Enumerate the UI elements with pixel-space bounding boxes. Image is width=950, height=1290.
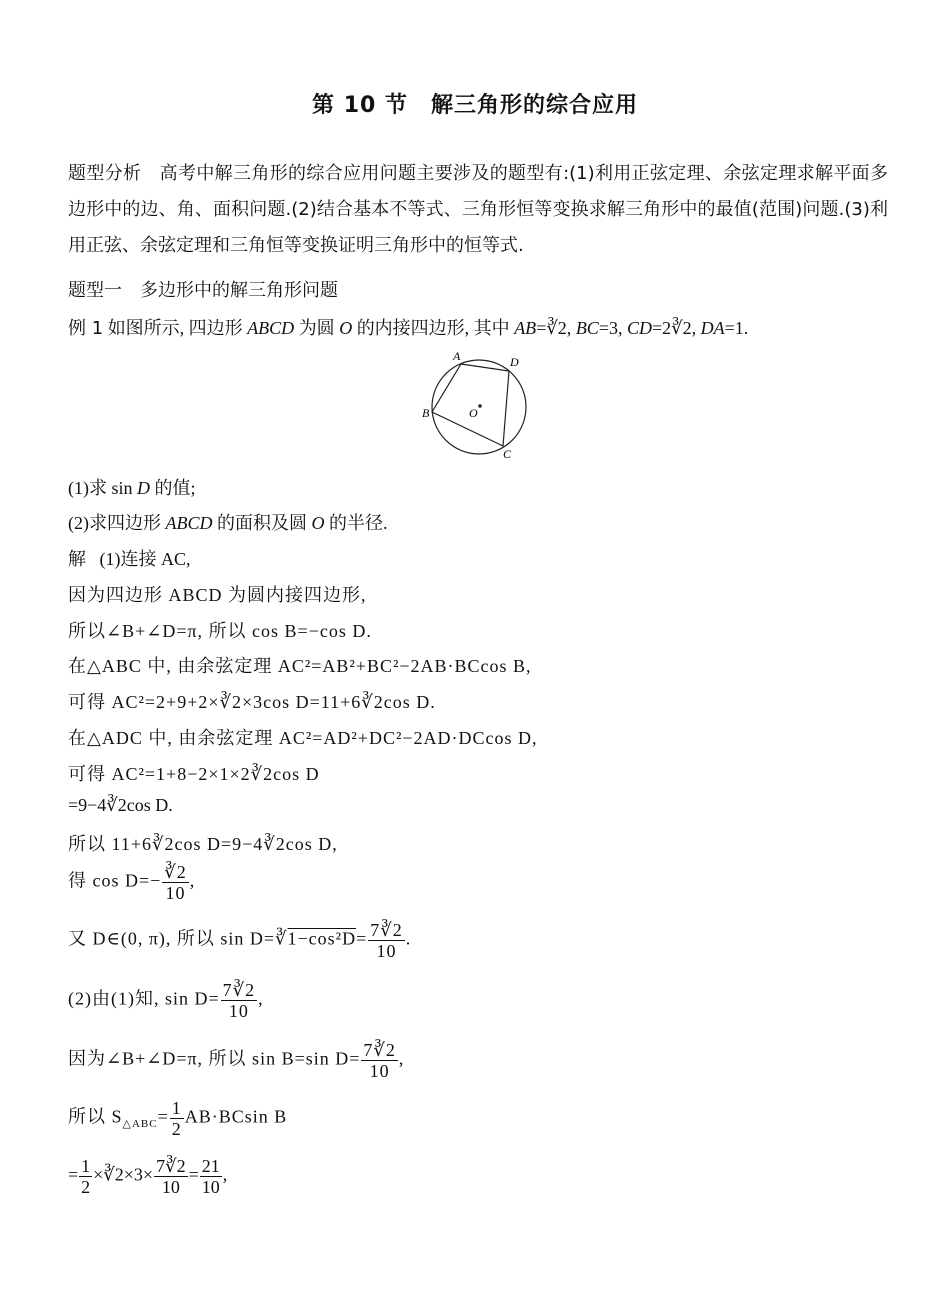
l14-text-b: = [157,1106,169,1127]
example-text-b: 为圆 [294,318,340,338]
solution-line-1 [68,545,191,571]
fraction-half-2 [79,1156,92,1197]
fraction-half [170,1098,184,1139]
fraction-cos-d [162,862,188,903]
solution-line-4: 在△ABC 中, 由余弦定理 AC²=AB²+BC²−2AB·BCcos B, [68,656,532,676]
fraction-area [200,1156,222,1197]
solution-line-3: 所以∠B+∠D=π, 所以 cos B=−cos D. [68,621,372,641]
intro-paragraph: 题型分析 高考中解三角形的综合应用问题主要涉及的题型有:(1)利用正弦定理、余弦定理求解平面多边形中的边、角、面积问题.(2)结合基本不等式、三角形恒等变换求解三角形中的最值(范围)问题.(3)利用正弦、余弦定理和三角恒等变换证明三角形中的恒等式. [68,163,888,256]
q1-text-a: (1)求 sin [68,478,137,498]
label-a: A [453,349,461,363]
fraction-numerator: 7∛2 [363,1040,396,1060]
solution-line-14 [68,1098,287,1139]
l12-text-b: , [258,988,264,1009]
example-text-f: =2∛2, [652,318,701,338]
example-text-a: 如图所示, 四边形 [107,318,248,338]
solution-line-6: 在△ADC 中, 由余弦定理 AC²=AD²+DC²−2AD·DCcos D, [68,728,538,748]
fraction-denominator: 10 [228,1001,249,1021]
page-title: 第 10 节 解三角形的综合应用 [312,93,638,118]
l14-text-a: 所以 S [68,1106,123,1127]
q2-abcd: ABCD [165,513,213,533]
question-1 [68,474,196,500]
example-ab: AB [514,318,537,338]
label-o: O [469,406,478,420]
fraction-numerator: 1 [81,1156,91,1176]
solution-line-5: 可得 AC²=2+9+2×∛2×3cos D=11+6∛2cos D. [68,692,436,712]
solution-line-8: =9−4∛2cos D. [68,795,173,815]
fraction-numerator: ∛2 [164,862,187,882]
example-text-g: =1. [724,318,749,338]
solution-line-7: 可得 AC²=1+8−2×1×2∛2cos D [68,764,320,784]
label-d: D [510,355,519,369]
fraction-numerator: 1 [171,1098,182,1118]
solution-line-11 [68,920,411,961]
fraction-numerator: 7∛2 [222,980,256,1000]
solution-line-9: 所以 11+6∛2cos D=9−4∛2cos D, [68,834,338,854]
fraction-sin-d-2 [221,980,257,1021]
fraction-numerator: 7∛2 [156,1156,186,1176]
solution-line-2: 因为四边形 ABCD 为圆内接四边形, [68,585,367,605]
solution-line-10 [68,862,195,903]
q2-o: O [311,513,325,533]
fraction-denominator: 10 [201,1177,220,1197]
label-c: C [503,447,512,461]
example-o: O [339,318,353,338]
example-label: 例 1 [68,318,104,339]
example-text-c: 的内接四边形, 其中 [352,318,515,338]
l12-text-a: (2)由(1)知, sin D= [68,988,220,1009]
example-abcd: ABCD [247,318,295,338]
l15-text-c: = [188,1164,199,1185]
l14-subscript: △ABC [122,1118,158,1131]
fraction-denominator: 2 [171,1119,182,1139]
fraction-denominator: 10 [165,883,186,903]
example-bc: BC [575,318,599,338]
center-point [478,404,482,408]
l11-radicand: 1−cos²D [287,928,357,949]
fraction-sin-b [361,1040,397,1081]
example-text-d: =∛2, [536,318,576,338]
example-da: DA [700,318,725,338]
solution-line-15 [68,1156,227,1197]
l13-text-a: 因为∠B+∠D=π, 所以 sin B=sin D= [68,1048,361,1069]
fraction-denominator: 10 [369,1061,390,1081]
l11-text-c: . [405,928,412,949]
fraction-sin-d [368,920,404,961]
q1-d: D [137,478,150,498]
q1-text-c: 的值; [150,478,196,498]
fraction-denominator: 2 [81,1177,91,1197]
label-b: B [422,406,430,420]
fraction-denominator: 10 [161,1177,180,1197]
q2-text-c: 的面积及圆 [212,513,312,533]
fraction-numerator: 7∛2 [370,920,403,940]
solution-line-12 [68,980,264,1021]
question-2 [68,509,388,535]
fraction-sin-value [154,1156,187,1197]
inscribed-quadrilateral-figure [418,346,538,461]
l10-text-b: , [189,870,196,891]
l14-text-c: AB·BCsin B [184,1106,288,1127]
example-cd: CD [626,318,652,338]
example-text-e: =3, [598,318,627,338]
fraction-numerator: 21 [201,1156,220,1176]
fraction-denominator: 10 [376,941,397,961]
l15-text-b: ×∛2×3× [93,1164,154,1185]
l11-text-b: = [356,928,368,949]
solution-line-13 [68,1040,404,1081]
l15-text-a: = [68,1164,79,1185]
solution-label: 解 [68,549,86,570]
example-statement [68,314,748,340]
l11-text-a: 又 D∈(0, π), 所以 sin D=∛ [68,928,288,949]
q2-text-e: 的半径. [324,513,388,533]
l15-text-d: , [222,1164,228,1185]
l13-text-b: , [398,1048,405,1069]
section-heading: 题型一 多边形中的解三角形问题 [68,280,338,301]
solution-step-1: (1)连接 AC, [99,549,191,569]
q2-text-a: (2)求四边形 [68,513,166,533]
l10-text-a: 得 cos D=− [68,870,162,891]
